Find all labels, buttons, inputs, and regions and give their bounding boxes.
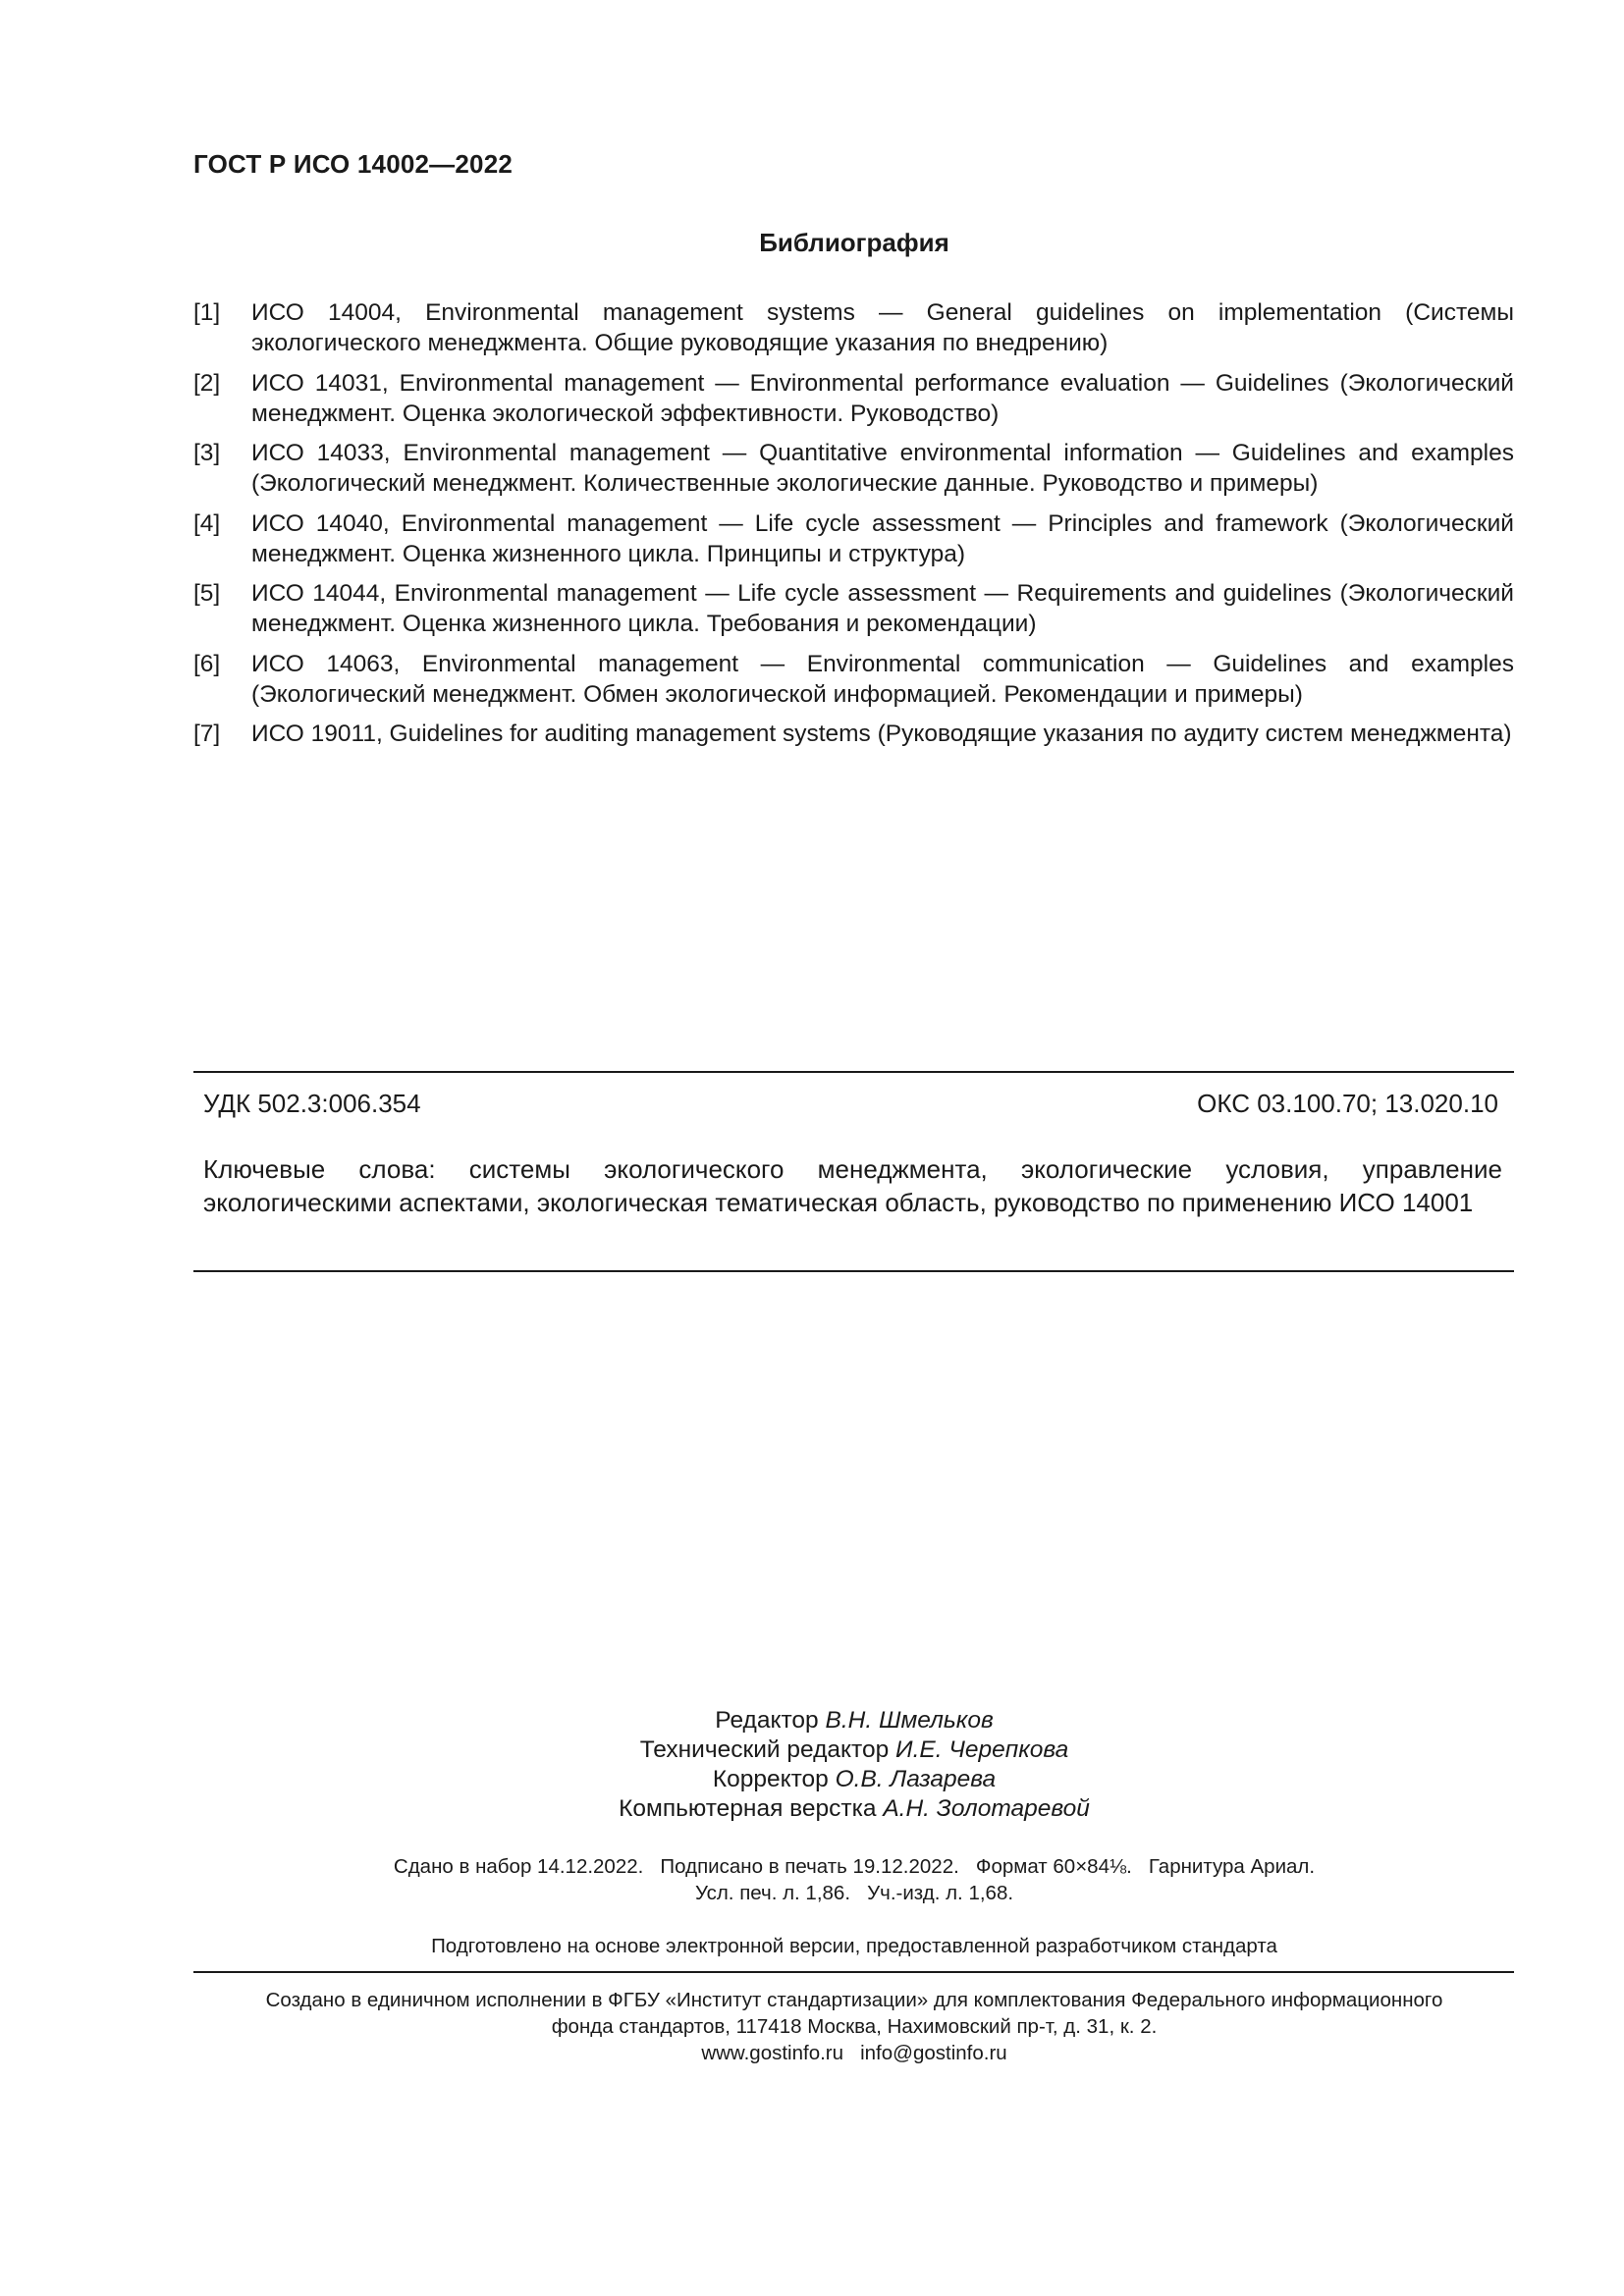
proofreader-role: Корректор (712, 1766, 829, 1792)
divider-line (193, 1971, 1514, 1973)
proofreader-name: О.В. Лазарева (835, 1766, 997, 1792)
imprint-line: Сдано в набор 14.12.2022. Подписано в печать 19.12.2022. Формат 60×84⅛. Гарнитура Ариал. (393, 1855, 1316, 1878)
bibliography-item (193, 649, 1514, 710)
bibliography-text: ИСО 14033, Environmental management — Quantitative environmental information — Guidelines and examples (Экологический менеджмент. Количественные экологические данные. Руководство и примеры) (251, 440, 1514, 497)
bibliography-number: [6] (193, 650, 221, 677)
bibliography-item (193, 438, 1514, 499)
layout-name: А.Н. Золотаревой (883, 1795, 1090, 1822)
publisher-footer (0, 1987, 1624, 2066)
footer-line: фонда стандартов, 117418 Москва, Нахимовский пр-т, д. 31, к. 2. (551, 2015, 1158, 2038)
divider-line (193, 1270, 1514, 1272)
bibliography-number: [2] (193, 369, 221, 397)
tech-editor-name: И.Е. Черепкова (895, 1736, 1069, 1763)
bibliography-item (193, 719, 1514, 749)
layout-role: Компьютерная верстка (619, 1795, 877, 1822)
tech-editor-line (0, 1735, 1624, 1765)
editor-role: Редактор (715, 1707, 819, 1734)
bibliography-number: [3] (193, 440, 221, 466)
document-code: ГОСТ Р ИСО 14002—2022 (193, 149, 514, 179)
proofreader-line (0, 1765, 1624, 1794)
bibliography-item (193, 368, 1514, 429)
divider-line (193, 1071, 1514, 1073)
bibliography-item (193, 297, 1514, 358)
bibliography-number: [5] (193, 580, 221, 607)
editor-name: В.Н. Шмельков (825, 1707, 994, 1734)
footer-line: Создано в единичном исполнении в ФГБУ «Институт стандартизации» для комплектования Федерального информационного (265, 1989, 1443, 2011)
imprint-line: Усл. печ. л. 1,86. Уч.-изд. л. 1,68. (694, 1882, 1014, 1904)
footer-links: www.gostinfo.ru info@gostinfo.ru (701, 2042, 1007, 2064)
bibliography-item (193, 508, 1514, 569)
bibliography-text: ИСО 19011, Guidelines for auditing management systems (Руководящие указания по аудиту систем менеджмента) (251, 721, 1512, 747)
keywords-text: Ключевые слова: системы экологического менеджмента, экологические условия, управление экологическими аспектами, экологическая тематическая область, руководство по применению ИСО 14001 (203, 1154, 1502, 1217)
staff-credits (0, 1706, 1624, 1824)
udc-code: УДК 502.3:006.354 (203, 1089, 421, 1118)
editor-line (0, 1706, 1624, 1735)
bibliography-number: [4] (193, 509, 221, 537)
oks-code: ОКС 03.100.70; 13.020.10 (1197, 1089, 1498, 1118)
bibliography-number: [7] (193, 721, 221, 747)
imprint-block (0, 1853, 1624, 1906)
bibliography-list (193, 297, 1514, 759)
bibliography-text: ИСО 14063, Environmental management — Environmental communication — Guidelines and examples (Экологический менеджмент. Обмен экологической информацией. Рекомендации и примеры) (251, 650, 1514, 708)
layout-line (0, 1794, 1624, 1824)
bibliography-title: Библиография (759, 228, 949, 257)
bibliography-text: ИСО 14031, Environmental management — Environmental performance evaluation — Guidelines (Экологический менеджмент. Оценка экологической эффективности. Руководство) (251, 369, 1514, 427)
bibliography-item (193, 578, 1514, 639)
bibliography-number: [1] (193, 299, 221, 326)
prepared-note: Подготовлено на основе электронной версии, предоставленной разработчиком стандарта (431, 1935, 1277, 1957)
bibliography-text: ИСО 14040, Environmental management — Life cycle assessment — Principles and framework (Экологический менеджмент. Оценка жизненного цикла. Принципы и структура) (251, 509, 1514, 567)
tech-editor-role: Технический редактор (639, 1736, 890, 1763)
bibliography-text: ИСО 14004, Environmental management systems — General guidelines on implementation (Системы экологического менеджмента. Общие руководящие указания по внедрению) (251, 299, 1514, 356)
bibliography-text: ИСО 14044, Environmental management — Life cycle assessment — Requirements and guidelines (Экологический менеджмент. Оценка жизненного цикла. Требования и рекомендации) (251, 580, 1514, 637)
